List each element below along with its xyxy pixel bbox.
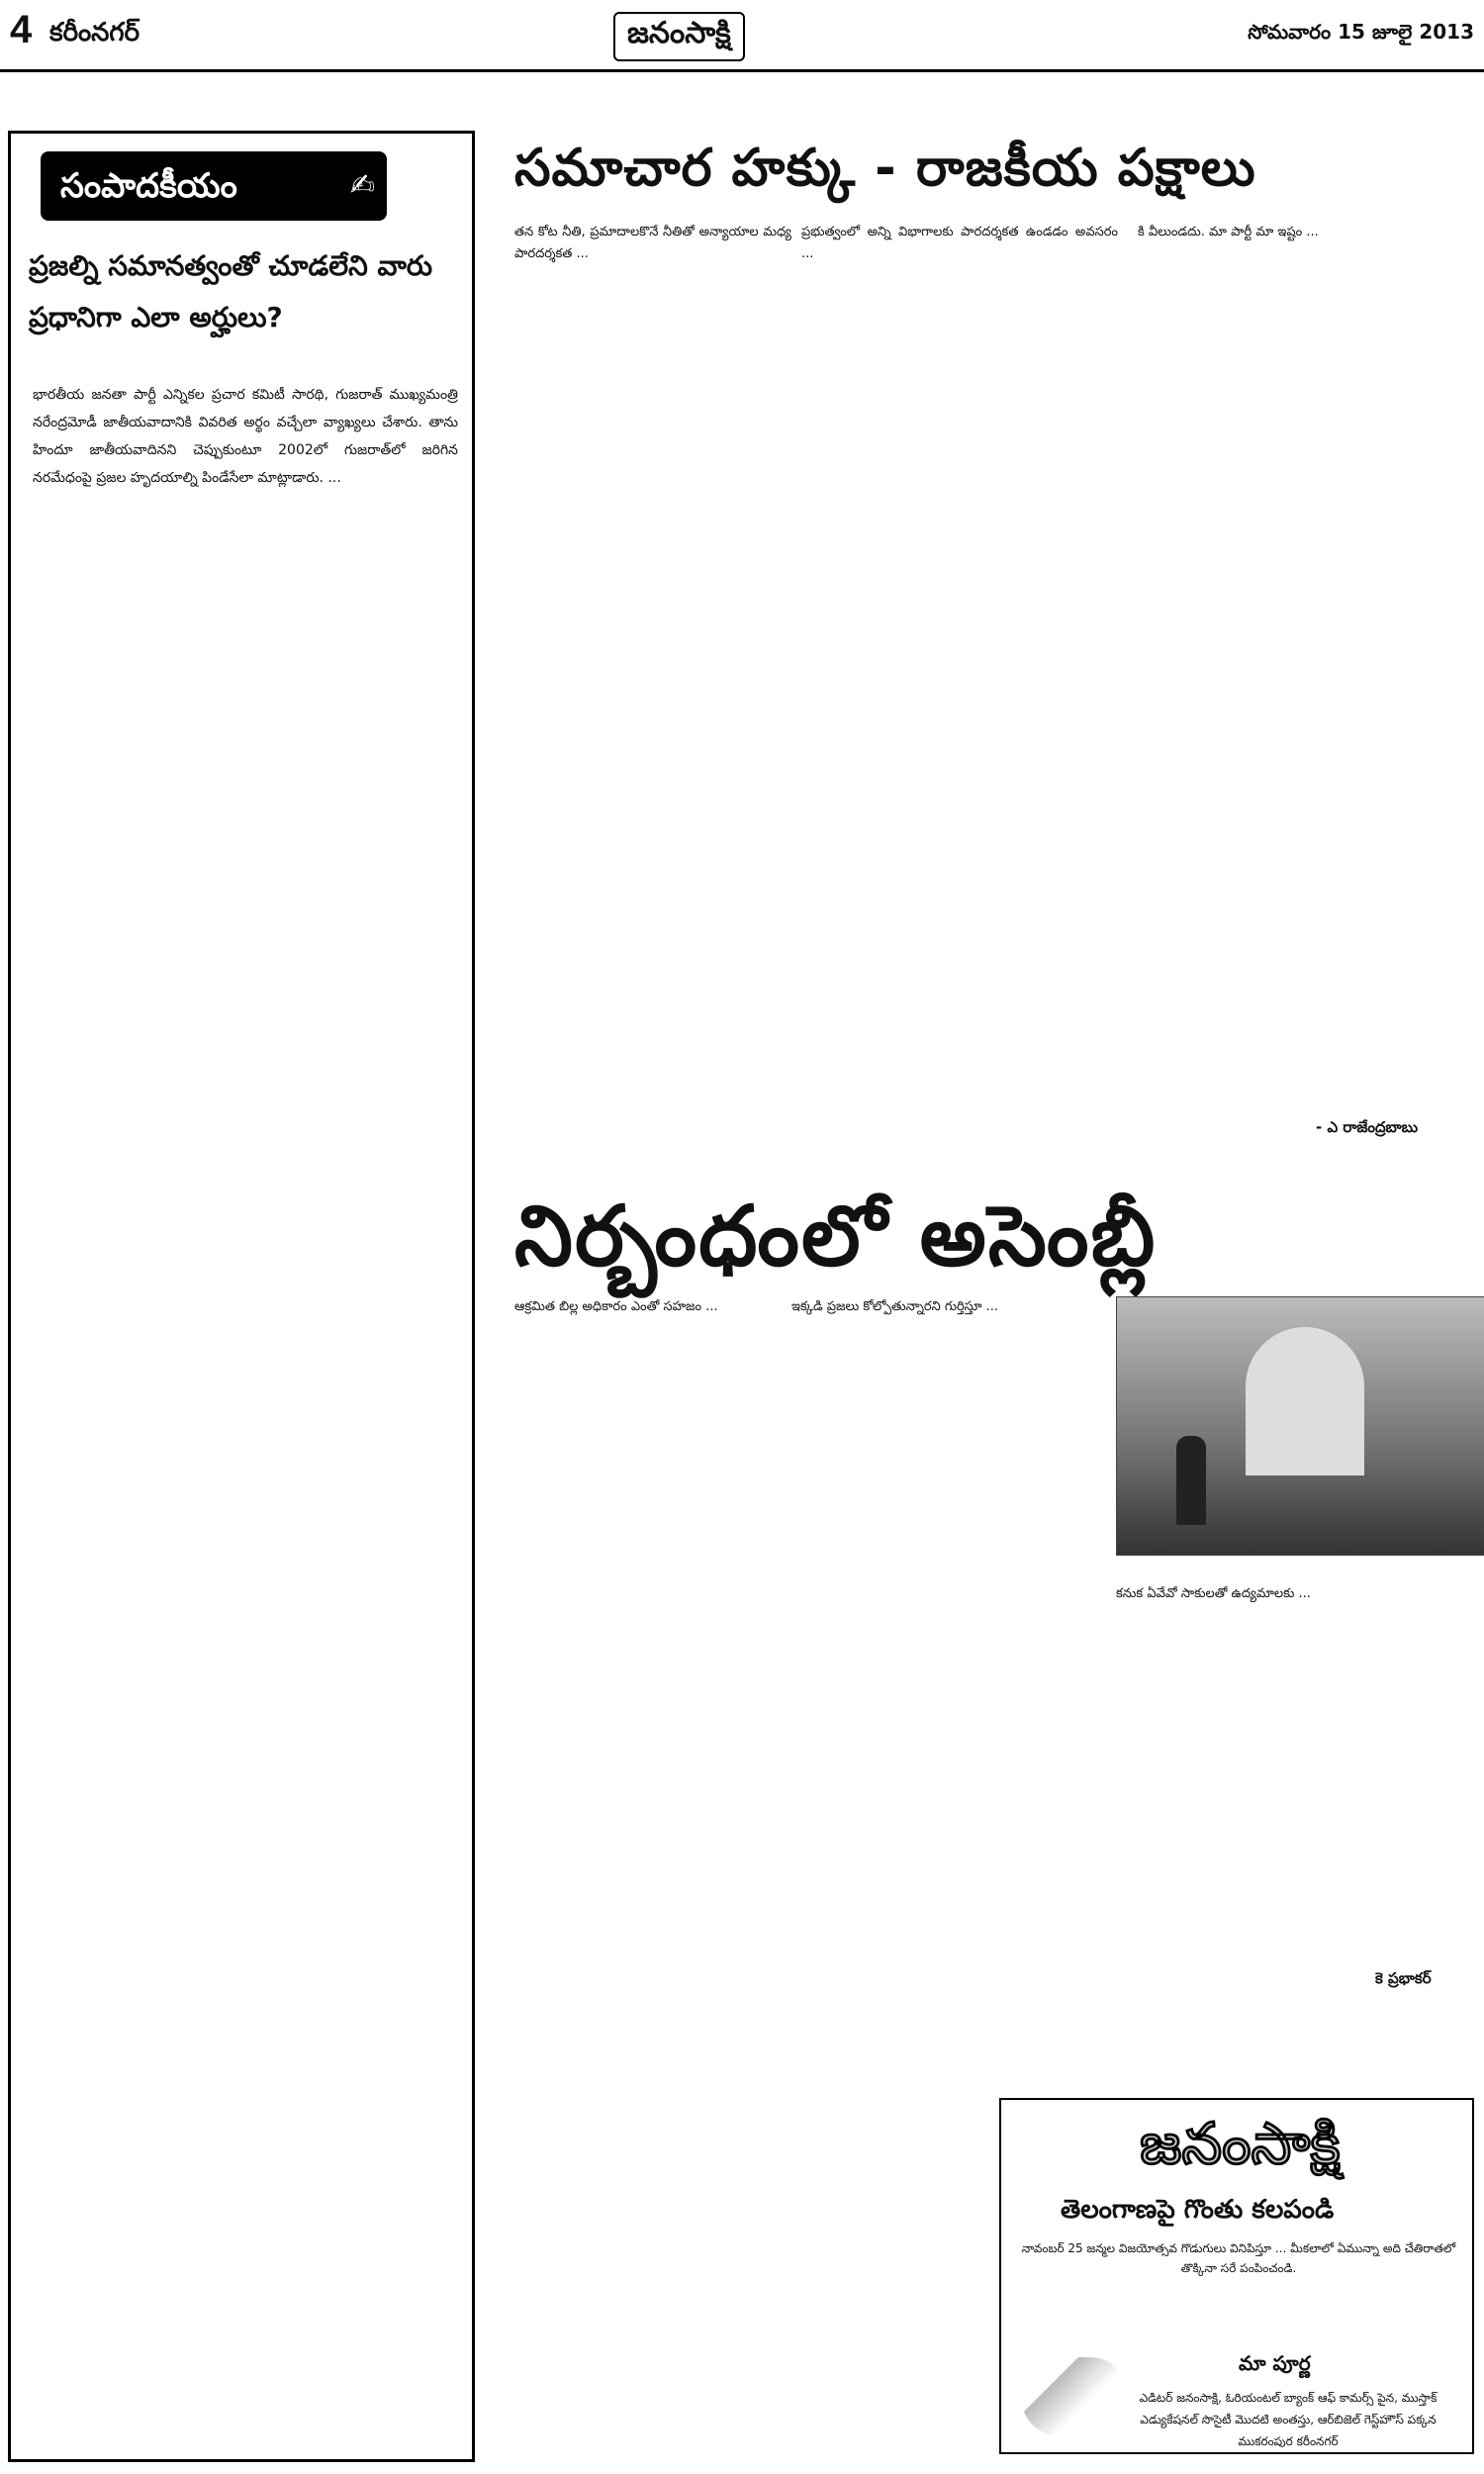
assembly-photo <box>1116 1296 1484 1556</box>
ad-address: ఎడిటర్ జనంసాక్షి, ఓరియంటల్ బ్యాంక్ ఆఫ్ కామర్స్ పైన, ముస్తాక్ ఎడ్యుకేషనల్ సొసైటీ మొదటి అంతస్తు, ఆర్‌బిజెల్ గెస్ట్‌హౌస్ పక్కన ముకరంపుర కరీంనగర్ <box>1139 2391 1438 2448</box>
editorial-headline: ప్రజల్ని సమానత్వంతో చూడలేని వారు ప్రధానిగా ఎలా అర్హులు? <box>29 249 433 333</box>
ad-title: జనంసాక్షి <box>1140 2110 1341 2177</box>
assembly-story-headline: నిర్బంధంలో అసెంబ్లీ <box>514 1188 1158 1285</box>
top-story-column-1: తన కోట నీతి, ప్రమాదాలకొనే నీతితో అన్యాయాల మధ్య పారదర్శకత ... <box>514 225 791 261</box>
top-story-headline: సమాచార హక్కు - రాజకీయ పక్షాలు <box>514 139 1256 198</box>
ad-signoff: మా పూర్ణ <box>1239 2351 1311 2375</box>
assembly-story-column-3: కనుక ఏవేవో సాకులతో ఉద్యమాలకు ... <box>1116 1586 1311 1601</box>
ad-text: నావంబర్ 25 జన్మల విజయోత్సవ గొడుగులు వినిపిస్తూ ... మీకలాలో ఏమున్నా అది చేతిరాతలో తొక్కినా సరే పంపించండి. <box>1021 2241 1456 2275</box>
top-story-column-3: కి వీలుండదు. మా పార్టీ మా ఇష్టం ... <box>1138 225 1319 239</box>
editorial-badge <box>41 151 387 221</box>
editorial-body: భారతీయ జనతా పార్టీ ఎన్నికల ప్రచార కమిటీ సారథి, గుజరాత్ ముఖ్యమంత్రి నరేంద్రమోడీ జాతీయవాదానికి వివరిత అర్థం వచ్చేలా వ్యాఖ్యలు చేశారు. తాను హిందూ జాతీయవాదినని చెప్పుకుంటూ 2002లో గుజరాత్‌లో జరిగిన నరమేధంపై ప్రజల హృదయాల్ని పిండేసేలా మాట్లాడారు. ... <box>33 387 458 486</box>
page-number: 4 <box>10 8 33 51</box>
assembly-story-byline: కె ప్రభాకర్ <box>1375 1969 1432 1987</box>
statue-image <box>1176 1436 1206 1525</box>
pen-illustration <box>1021 2357 1130 2436</box>
issue-date: సోమవారం 15 జూలై 2013 <box>1248 20 1474 44</box>
top-story-column-2: ప్రభుత్వంలో అన్ని విభాగాలకు పారదర్శకత ఉండడం అవసరం ... <box>801 225 1118 261</box>
section-name: కరీంనగర్ <box>49 18 140 48</box>
page-header <box>0 0 1484 72</box>
ad-tagline: తెలంగాణపై గొంతు కలపండి <box>1061 2195 1335 2225</box>
assembly-story-column-2: ఇక్కడి ప్రజలు కోల్పోతున్నారని గుర్తిస్తూ ... <box>791 1299 999 1314</box>
editorial-badge-label: సంపాదకీయం <box>60 166 237 206</box>
editorial-column <box>8 131 475 2462</box>
top-story-byline: - ఎ రాజేంద్రబాబు <box>1316 1118 1419 1136</box>
assembly-building-image <box>1246 1327 1364 1475</box>
pen-icon: ✍ <box>349 168 375 203</box>
masthead-logo: జనంసాక్షి <box>613 12 745 61</box>
assembly-story-column-1: ఆక్రమిత బిల్ల అధికారం ఎంతో సహజం ... <box>514 1299 718 1314</box>
advertisement-box <box>999 2098 1474 2454</box>
